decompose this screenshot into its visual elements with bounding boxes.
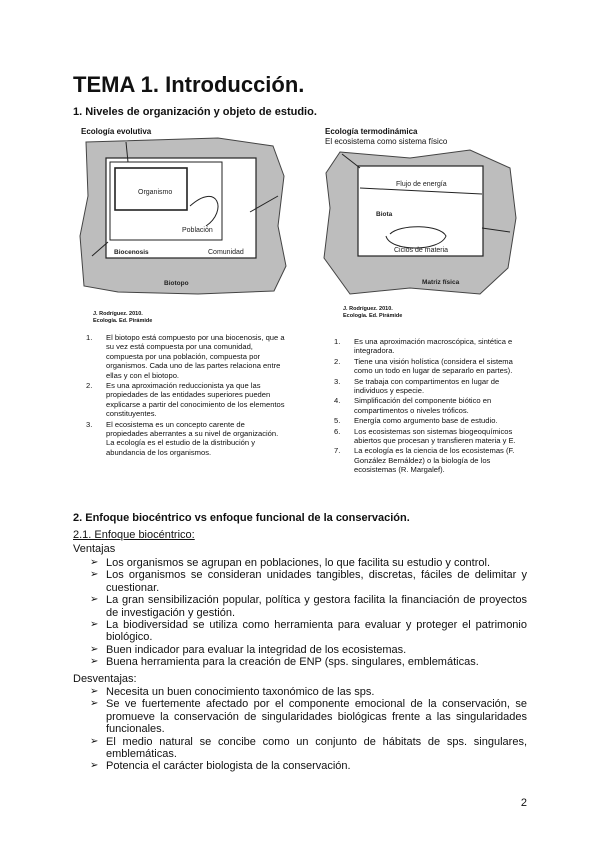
label-biocenosis: Biocenosis xyxy=(114,249,149,256)
right-figure-subtitle: El ecosistema como sistema físico xyxy=(325,137,448,146)
right-figure-title: Ecología termodinámica xyxy=(325,127,418,136)
left-figure-title: Ecología evolutiva xyxy=(81,127,152,136)
arrow-bullet-icon: ➢ xyxy=(90,569,99,581)
desventajas-label: Desventajas: xyxy=(73,673,137,685)
label-organismo: Organismo xyxy=(138,189,173,196)
arrow-bullet-icon: ➢ xyxy=(90,656,99,668)
label-ciclos: Ciclos de materia xyxy=(394,247,449,254)
list-item: ➢ Buena herramienta para la creación de ENP (sps. singulares, emblemáticas. xyxy=(90,656,479,669)
list-item: ➢ Buen indicador para evaluar la integridad de los ecosistemas. xyxy=(90,643,407,656)
list-item: 2. Tiene una visión holística (considera el sistema como un todo en lugar de separarlo en partes). xyxy=(334,356,513,376)
list-item: ➢ La gran sensibilización popular, política y gestora facilita la financiación de proyectos de investigación y gestión. xyxy=(90,594,527,619)
label-matriz: Matriz física xyxy=(422,279,460,286)
section2-heading: 2. Enfoque biocéntrico vs enfoque funcional de la conservación. xyxy=(73,512,410,524)
list-item: ➢ Los organismos se consideran unidades tangibles, discretas, fáciles de delimitar y cuestionar. xyxy=(90,569,527,594)
label-comunidad: Comunidad xyxy=(208,249,244,256)
arrow-bullet-icon: ➢ xyxy=(90,698,99,710)
right-figure-credit: J. Rodríguez. 2010. Ecología. Ed. Pirámide xyxy=(343,306,403,319)
ventajas-label: Ventajas xyxy=(73,543,116,555)
list-item: 7. La ecología es la ciencia de los ecosistemas (F. González Bernáldez) o la biología de los ecosistemas (R. Margalef). xyxy=(334,446,515,475)
list-item: 4. Simplificación del componente biótico en compartimentos o niveles tróficos. xyxy=(334,396,492,415)
label-poblacion: Población xyxy=(182,227,213,234)
list-item: 3. Se trabaja con compartimentos en lugar de individuos y especie. xyxy=(334,376,500,396)
label-biotopo: Biotopo xyxy=(164,280,189,287)
arrow-bullet-icon: ➢ xyxy=(90,686,99,697)
section1-heading: 1. Niveles de organización y objeto de estudio. xyxy=(73,106,317,118)
list-item: 1. El biotopo está compuesto por una biocenosis, que a su vez está compuesta por una comunidad, compuesta por una población, compuesta por organismos. Cada uno de las partes relaciona entre ellas y con el biotopo. xyxy=(86,333,285,380)
ventajas-list xyxy=(90,557,527,669)
list-item: ➢ El medio natural se concibe como un conjunto de hábitats de sps. singulares, emblemáticas. xyxy=(90,735,527,761)
list-item: 3. El ecosistema es un concepto carente de propiedades aberrantes a su nivel de organización. La ecología es el estudio de la distribución y abundancia de los organismos. xyxy=(86,419,279,457)
arrow-bullet-icon: ➢ xyxy=(90,735,99,747)
page-title: TEMA 1. Introducción. xyxy=(73,72,305,97)
ecologia-termodinamica-diagram xyxy=(320,148,520,298)
arrow-bullet-icon: ➢ xyxy=(90,594,99,606)
section2-subheading: 2.1. Enfoque biocéntrico: xyxy=(73,529,195,541)
right-figure-list xyxy=(334,337,526,476)
list-item: ➢ Se ve fuertemente afectado por el componente emocional de la conservación, se promueve la conservación de singularidades biológicas frente a las singularidades funcionales. xyxy=(90,698,527,736)
list-item: ➢ Potencia el carácter biologista de la conservación. xyxy=(90,760,351,773)
list-item: 6. Los ecosistemas son sistemas biogeoquímicos abiertos que procesan y transfieren materia y E. xyxy=(334,426,516,446)
list-item: 5. Energía como argumento base de estudio. xyxy=(334,416,498,426)
left-figure-list xyxy=(86,333,286,458)
list-item: ➢ Necesita un buen conocimiento taxonómico de las sps. xyxy=(90,686,375,698)
page-number: 2 xyxy=(520,797,527,809)
arrow-bullet-icon: ➢ xyxy=(90,643,99,655)
list-item: ➢ La biodiversidad se utiliza como herramienta para evaluar y proteger el patrimonio biológico. xyxy=(90,619,527,644)
list-item: ➢ Los organismos se agrupan en poblaciones, lo que facilita su estudio y control. xyxy=(90,557,491,569)
ecologia-evolutiva-diagram xyxy=(78,136,290,296)
list-item: 2. Es una aproximación reduccionista ya que las propiedades de las entidades superiores pueden explicarse a partir del conocimiento de los elementos constituyentes. xyxy=(86,381,285,419)
desventajas-list xyxy=(90,686,527,773)
label-flujo: Flujo de energía xyxy=(396,181,447,188)
label-biota: Biota xyxy=(376,211,393,218)
list-item: 1. Es una aproximación macroscópica, sintética e integradora. xyxy=(334,337,513,356)
left-figure-credit: J. Rodríguez. 2010. Ecología. Ed. Pirámide xyxy=(93,311,153,324)
arrow-bullet-icon: ➢ xyxy=(90,619,99,631)
arrow-bullet-icon: ➢ xyxy=(90,760,99,772)
arrow-bullet-icon: ➢ xyxy=(90,557,99,568)
